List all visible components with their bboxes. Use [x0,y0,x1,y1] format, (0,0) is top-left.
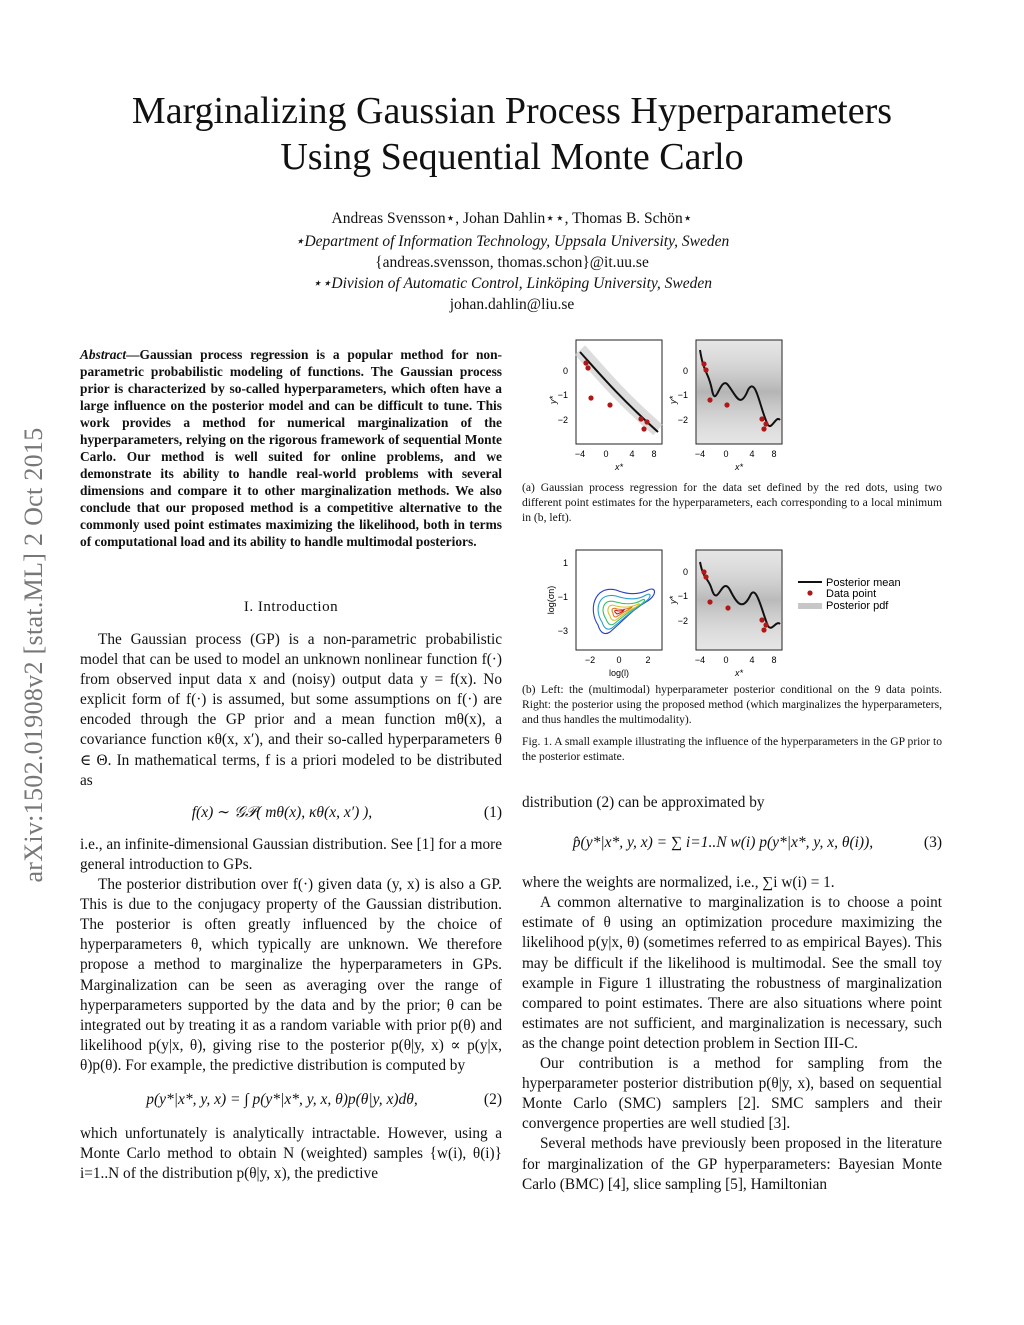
equation-2-body: p(y*|x*, y, x) = ∫ p(y*|x*, y, x, θ)p(θ|y, x)dθ, [146,1090,418,1108]
data-point [607,402,612,407]
title-line-2: Using Sequential Monte Carlo [280,136,744,178]
email-uppsala: {andreas.svensson, thomas.schon}@it.uu.se [375,254,649,271]
y-axis-label: y* [548,395,558,405]
email-linkoping: johan.dahlin@liu.se [449,296,575,313]
y-tick: 0 [682,567,688,577]
y-axis-label: y* [668,395,678,405]
data-point [759,416,764,421]
figure-1b-contour-panel [546,550,662,678]
y-tick: −3 [557,626,568,636]
data-point [638,416,643,421]
y-axis-label: y* [668,595,678,605]
x-tick: 2 [645,655,651,665]
y-tick: −1 [677,390,688,400]
y-axis-label: log(σn) [546,585,556,615]
data-point [701,361,706,366]
title-line-1: Marginalizing Gaussian Process Hyperparameters [131,90,893,132]
x-tick: 8 [651,449,657,459]
figure-1b-caption: (b) Left: the (multimodal) hyperparameter posterior conditional on the 9 data points. Right: the posterior using the proposed method (which marginalizes the hyperparameters, and thus handles the multimodality). [522,683,942,726]
figure-1b [528,540,948,680]
y-tick: −1 [557,592,568,602]
x-tick: 0 [603,449,609,459]
data-point [725,605,730,610]
section-heading: I. Introduction [243,599,339,615]
y-tick: −2 [677,616,688,626]
data-point [703,367,708,372]
y-tick: 0 [562,366,568,376]
x-tick: 0 [723,655,729,665]
data-point [761,426,766,431]
x-axis-label: x* [614,462,624,472]
right-paragraph-4: Our contribution is a method for sampling from the hyperparameter posterior distribution p(θ|y, x), based on sequential Monte Carlo (SMC) samplers [2]. SMC samplers and their convergence properties are well studied [3]. [522,1055,942,1133]
data-point [641,426,646,431]
x-tick: −4 [694,655,706,665]
legend-mean: Posterior mean [826,577,901,589]
data-point [585,365,590,370]
y-tick: −1 [677,591,688,601]
right-paragraph-5: Several methods have previously been proposed in the literature for marginalization of the GP hyperparameters: Bayesian Monte Carlo (BMC) [4], slice sampling [5], Hamiltonian [522,1135,942,1193]
data-point [724,402,729,407]
x-tick: 4 [749,655,755,665]
data-point [583,360,588,365]
data-point [761,627,766,632]
legend-pdf: Posterior pdf [826,600,889,612]
figure-legend [798,577,901,612]
x-tick: −4 [574,449,586,459]
x-tick: −4 [694,449,706,459]
y-tick: 0 [682,366,688,376]
right-paragraph-3: A common alternative to marginalization is to choose a point estimate of θ using an optimization procedure maximizing the likelihood p(y|x, θ) (sometimes referred to as empirical Bayes). This may be difficult if the likelihood is multimodal. See the small toy example in Figure 1 illustrating the robustness of marginalization compared to point estimates. There are also situations where point estimates are not sufficient, and marginalization is necessary, such as the change point detection problem in Section III-C. [522,894,942,1052]
left-column-text [80,630,502,1184]
equation-2-number: (2) [483,1090,502,1108]
data-point [759,617,764,622]
figure-1-caption: Fig. 1. A small example illustrating the influence of the hyperparameters in the GP prior to the posterior estimate. [522,735,942,763]
equation-1 [80,803,502,823]
x-tick: 4 [749,449,755,459]
data-point [707,397,712,402]
affiliation-uppsala: ⋆Department of Information Technology, Uppsala University, Sweden [294,233,730,250]
x-tick: 8 [771,449,777,459]
data-point [707,599,712,604]
x-tick: 4 [629,449,635,459]
x-tick: 8 [771,655,777,665]
arxiv-id: arXiv:1502.01908v2 [stat.ML] 2 Oct 2015 [19,427,48,883]
figure-1a-caption: (a) Gaussian process regression for the data set defined by the red dots, using two different point estimates for the hyperparameters, each corresponding to a local minimum in (b, left). [522,481,942,524]
abstract-label: Abstract [80,347,127,362]
data-point [701,569,706,574]
right-column-text [522,793,942,1195]
data-point [703,574,708,579]
x-axis-label: x* [734,462,744,472]
equation-2 [80,1090,502,1110]
right-paragraph-1: distribution (2) can be approximated by [522,794,765,811]
figure-1a-left-panel [576,340,662,444]
y-tick: −1 [557,390,568,400]
equation-3-number: (3) [923,834,942,852]
data-point [644,419,649,424]
data-point [588,395,593,400]
equation-3-body: p̂(y*|x*, y, x) = ∑ i=1..N w(i) p(y*|x*, y, x, θ(i)), [572,834,874,852]
right-paragraph-2: where the weights are normalized, i.e., ∑i w(i) = 1. [522,874,835,892]
legend-point: Data point [826,588,877,600]
x-axis-label: x* [734,668,744,678]
equation-1-body: f(x) ∼ 𝒢𝒫( mθ(x), κθ(x, x′) ), [191,803,373,821]
equation-1-number: (1) [483,803,502,821]
intro-paragraph-1: The Gaussian process (GP) is a non-parametric probabilistic model that can be used to model an unknown nonlinear function f(·) from observed input data x and (noisy) output data y = f(x). No explicit form of f(·) is assumed, but some assumptions on f(·) are encoded through the GP prior and a mean function mθ(x), a covariance function κθ(x, x′), and their so-called hyperparameters θ ∈ Θ. In mathematical terms, f is a priori modeled to be distributed as [80,631,502,789]
intro-paragraph-4: which unfortunately is analytically intractable. However, using a Monte Carlo method to obtain N (weighted) samples {w(i), θ(i)} i=1..N of the distribution p(θ|y, x), the predictive [80,1125,502,1183]
equation-3 [522,833,942,853]
x-tick: 0 [616,655,622,665]
figure-1a-right-panel [696,340,782,444]
affiliation-linkoping: ⋆⋆Division of Automatic Control, Linköping University, Sweden [312,275,712,292]
x-axis-label: log(l) [608,668,630,678]
intro-paragraph-2: i.e., an infinite-dimensional Gaussian distribution. See [1] for a more general introduction to GPs. [80,835,502,873]
x-tick: 0 [723,449,729,459]
abstract [80,346,502,550]
data-point [763,622,768,627]
data-point [763,421,768,426]
authors: Andreas Svensson⋆, Johan Dahlin⋆⋆, Thomas B. Schön⋆ [331,210,693,227]
intro-paragraph-3: The posterior distribution over f(·) given data (y, x) is also a GP. This is due to the conjugacy property of the Gaussian distribution. The posterior is often greatly influenced by the choice of hyperparameters θ, which typically are unknown. We therefore propose a method to marginalize the hyperparameters in GPs. Marginalization can be seen as averaging over the range of hyperparameters supported by the data and by the prior; θ can be integrated out by treating it as a random variable with prior p(θ) and likelihood p(y|x, θ), giving rise to the posterior p(θ|y, x) ∝ p(y|x, θ)p(θ). For example, the predictive distribution is computed by [80,876,502,1074]
y-tick: −2 [677,415,688,425]
x-tick: −2 [584,655,596,665]
paper-title [0,88,1024,180]
y-tick: −2 [557,415,568,425]
y-tick: 1 [562,558,568,568]
figure-1b-right-panel [668,550,782,678]
abstract-text: —Gaussian process regression is a popular method for non-parametric probabilistic modeling of functions. The Gaussian process prior is characterized by so-called hyperparameters, which often have a large influence on the posterior model and can be difficult to tune. This work provides a method for numerical marginalization of the hyperparameters, relying on the rigorous framework of sequential Monte Carlo. Our method is well suited for online problems, and we demonstrate its ability to handle real-world problems with several dimensions and compare it to other marginalization methods. We also conclude that our proposed method is a competitive alternative to the commonly used point estimates maximizing the likelihood, both in terms of computational load and its ability to handle multimodal posteriors. [80,347,502,549]
arxiv-sidebar [10,355,58,955]
figure-1a [528,330,828,480]
